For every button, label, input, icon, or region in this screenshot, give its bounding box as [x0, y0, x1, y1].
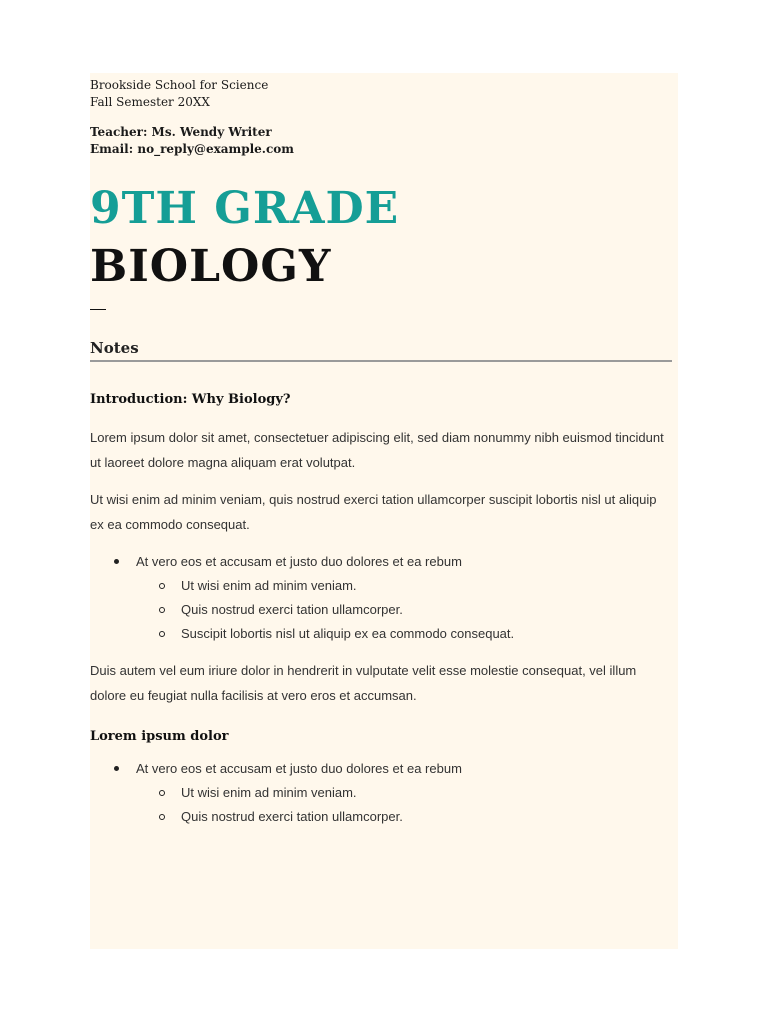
hollow-bullet-icon: [159, 631, 165, 637]
hollow-bullet-icon: [159, 814, 165, 820]
hollow-bullet-icon: [159, 583, 165, 589]
intro-sub-list: [90, 574, 672, 646]
sub-list-wrapper: [90, 574, 672, 646]
intro-paragraph-3: Duis autem vel eum iriure dolor in hendrerit in vulputate velit esse molestie consequat, vel illum dolore eu feugiat nulla facilisis at vero eros et accumsan.: [90, 663, 637, 703]
second-bullet-list: [90, 756, 672, 829]
intro-paragraph-1: Lorem ipsum dolor sit amet, consectetuer adipiscing elit, sed diam nonummy nibh euismod tincidunt ut laoreet dolore magna aliquam erat volutpat.: [90, 430, 664, 470]
sub-list-item-text: Suscipit lobortis nisl ut aliquip ex ea commodo consequat.: [181, 626, 515, 641]
list-item-text: At vero eos et accusam et justo duo dolores et ea rebum: [136, 761, 462, 776]
title-dash: [90, 309, 106, 310]
intro-paragraph-2: Ut wisi enim ad minim veniam, quis nostrud exerci tation ullamcorper suscipit lobortis nisl ut aliquip ex ea commodo consequat.: [90, 492, 657, 532]
intro-heading: Introduction: Why Biology?: [90, 392, 291, 407]
school-name: Brookside School for Science: [90, 78, 269, 92]
contact-info: [90, 124, 294, 158]
sub-list-item: [90, 574, 672, 598]
semester: Fall Semester 20XX: [90, 95, 210, 109]
hollow-bullet-icon: [159, 790, 165, 796]
list-item-text: At vero eos et accusam et justo duo dolores et ea rebum: [136, 554, 462, 569]
hollow-bullet-icon: [159, 607, 165, 613]
second-heading: Lorem ipsum dolor: [90, 729, 229, 744]
second-sub-list: [90, 781, 672, 829]
sub-list-wrapper: [90, 781, 672, 829]
notes-content: [90, 391, 672, 841]
sub-list-item-text: Ut wisi enim ad minim veniam.: [181, 578, 357, 593]
teacher-email: Email: no_reply@example.com: [90, 142, 294, 156]
bullet-icon: [114, 559, 119, 564]
bullet-icon: [114, 766, 119, 771]
sub-list-item: [90, 805, 672, 829]
sub-list-item-text: Ut wisi enim ad minim veniam.: [181, 785, 357, 800]
sub-list-item: [90, 781, 672, 805]
section-divider: [90, 360, 672, 362]
sub-list-item-text: Quis nostrud exerci tation ullamcorper.: [181, 809, 403, 824]
list-item: [90, 756, 672, 781]
section-heading: Notes: [90, 339, 139, 357]
school-info: [90, 77, 268, 111]
list-item: [90, 549, 672, 574]
sub-list-item-text: Quis nostrud exerci tation ullamcorper.: [181, 602, 403, 617]
sub-list-item: [90, 622, 672, 646]
intro-bullet-list: [90, 549, 672, 646]
sub-list-item: [90, 598, 672, 622]
teacher-name: Teacher: Ms. Wendy Writer: [90, 125, 272, 139]
title-grade: 9TH GRADE: [90, 183, 400, 234]
document-page: [90, 73, 678, 949]
title-subject: BIOLOGY: [90, 241, 332, 292]
